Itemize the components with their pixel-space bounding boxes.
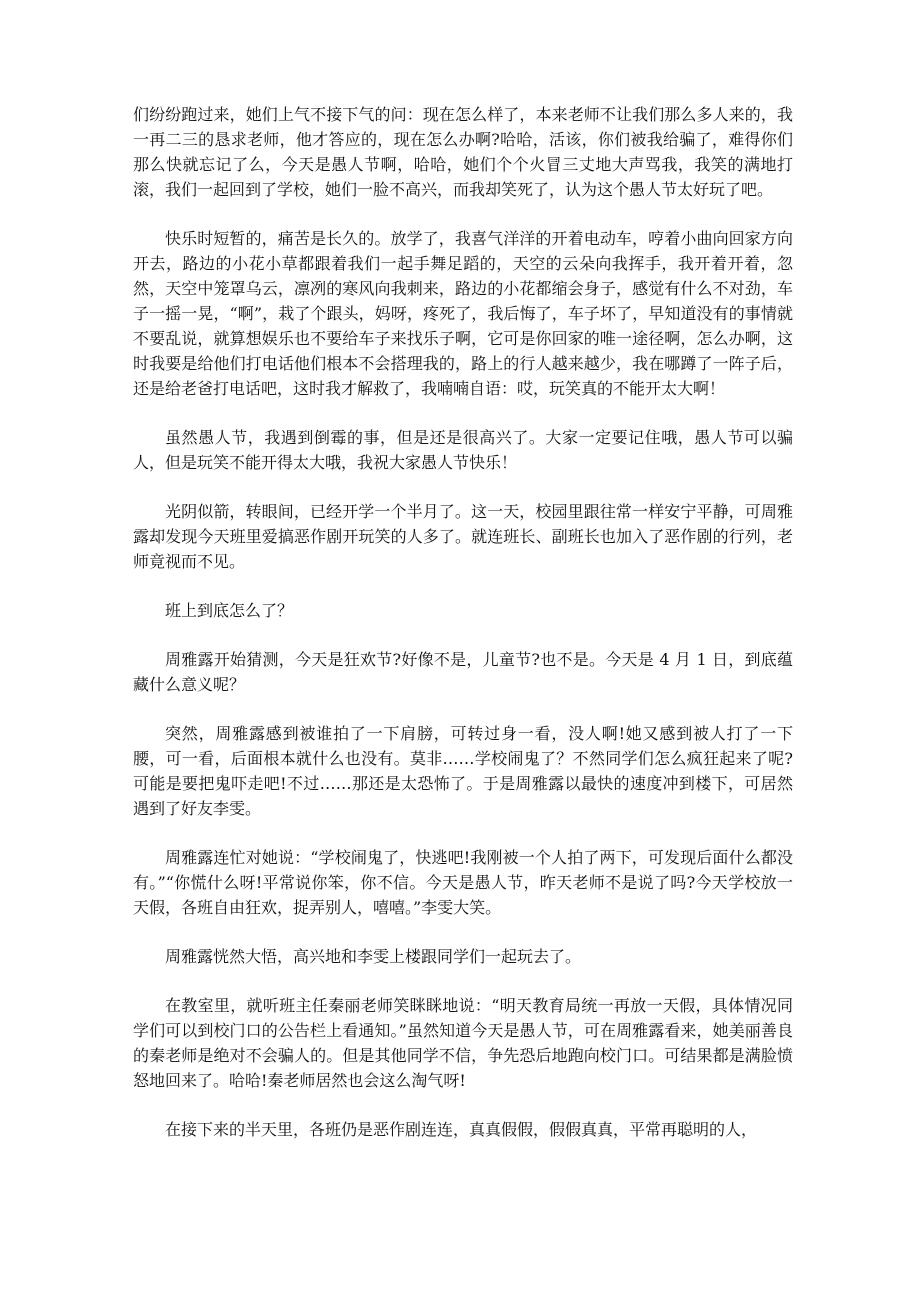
paragraph-8: 周雅露连忙对她说：“学校闹鬼了，快逃吧!我刚被一个人拍了两下，可发现后面什么都没有。”“你慌什么呀!平常说你笨，你不信。今天是愚人节，昨天老师不是说了吗?今天学校放一天假，各班自由狂欢，捉弄别人，嘻嘻。”李雯大笑。 — [133, 848, 793, 917]
paragraph-2: 快乐时短暂的，痛苦是长久的。放学了，我喜气洋洋的开着电动车，哼着小曲向回家方向开去，路边的小花小草都跟着我们一起手舞足蹈的，天空的云朵向我挥手，我开着开着，忽然，天空中笼罩乌云，凛冽的寒风向我刺来，路边的小花都缩会身子，感觉有什么不对劲，车子一摇一晃，“啊”，栽了个跟头，妈呀，疼死了，我后悔了，车子坏了，早知道没有的事情就不要乱说，就算想娱乐也不要给车子来找乐子啊，它可是你回家的唯一途径啊，怎么办啊，这时我要是给他们打电话他们根本不会搭理我的，路上的行人越来越少，我在哪蹲了一阵子后，还是给老爸打电话吧，这时我才解救了，我喃喃自语：哎，玩笑真的不能开太大啊！ — [133, 229, 793, 398]
paragraph-10: 在教室里，就听班主任秦丽老师笑眯眯地说：“明天教育局统一再放一天假，具体情况同学们可以到校门口的公告栏上看通知。”虽然知道今天是愚人节，可在周雅露看来，她美丽善良的秦老师是绝对不会骗人的。但是其他同学不信，争先恐后地跑向校门口。可结果都是满脸愤怒地回来了。哈哈!秦老师居然也会这么淘气呀! — [133, 996, 793, 1090]
paragraph-4: 光阴似箭，转眼间，已经开学一个半月了。这一天，校园里跟往常一样安宁平静，可周雅露却发现今天班里爱搞恶作剧开玩笑的人多了。就连班长、副班长也加入了恶作剧的行列，老师竟视而不见。 — [133, 502, 793, 571]
paragraph-5: 班上到底怎么了？ — [165, 601, 294, 620]
paragraph-11: 在接下来的半天里，各班仍是恶作剧连连，真真假假，假假真真，平常再聪明的人， — [165, 1120, 758, 1139]
paragraph-1: 们纷纷跑过来，她们上气不接下气的问：现在怎么样了，本来老师不让我们那么多人来的，我一再二三的恳求老师，他才答应的，现在怎么办啊?哈哈，活该，你们被我给骗了，难得你们那么快就忘记了么，今天是愚人节啊，哈哈，她们个个火冒三丈地大声骂我，我笑的满地打滚，我们一起回到了学校，她们一脸不高兴，而我却笑死了，认为这个愚人节太好玩了吧。 — [133, 105, 793, 199]
paragraph-3: 虽然愚人节，我遇到倒霉的事，但是还是很高兴了。大家一定要记住哦，愚人节可以骗人，但是玩笑不能开得太大哦，我祝大家愚人节快乐！ — [133, 428, 793, 472]
paragraph-9: 周雅露恍然大悟，高兴地和李雯上楼跟同学们一起玩去了。 — [165, 947, 582, 966]
paragraph-6: 周雅露开始猜测，今天是狂欢节?好像不是，儿童节?也不是。今天是 4 月 1 日，到底蕴藏什么意义呢？ — [133, 650, 793, 694]
document-body — [133, 102, 793, 1166]
paragraph-7: 突然，周雅露感到被谁拍了一下肩膀，可转过身一看，没人啊!她又感到被人打了一下腰，可一看，后面根本就什么也没有。莫非……学校闹鬼了？不然同学们怎么疯狂起来了呢?可能是要把鬼吓走吧!不过……那还是太恐怖了。于是周雅露以最快的速度冲到楼下，可居然遇到了好友李雯。 — [133, 724, 793, 818]
